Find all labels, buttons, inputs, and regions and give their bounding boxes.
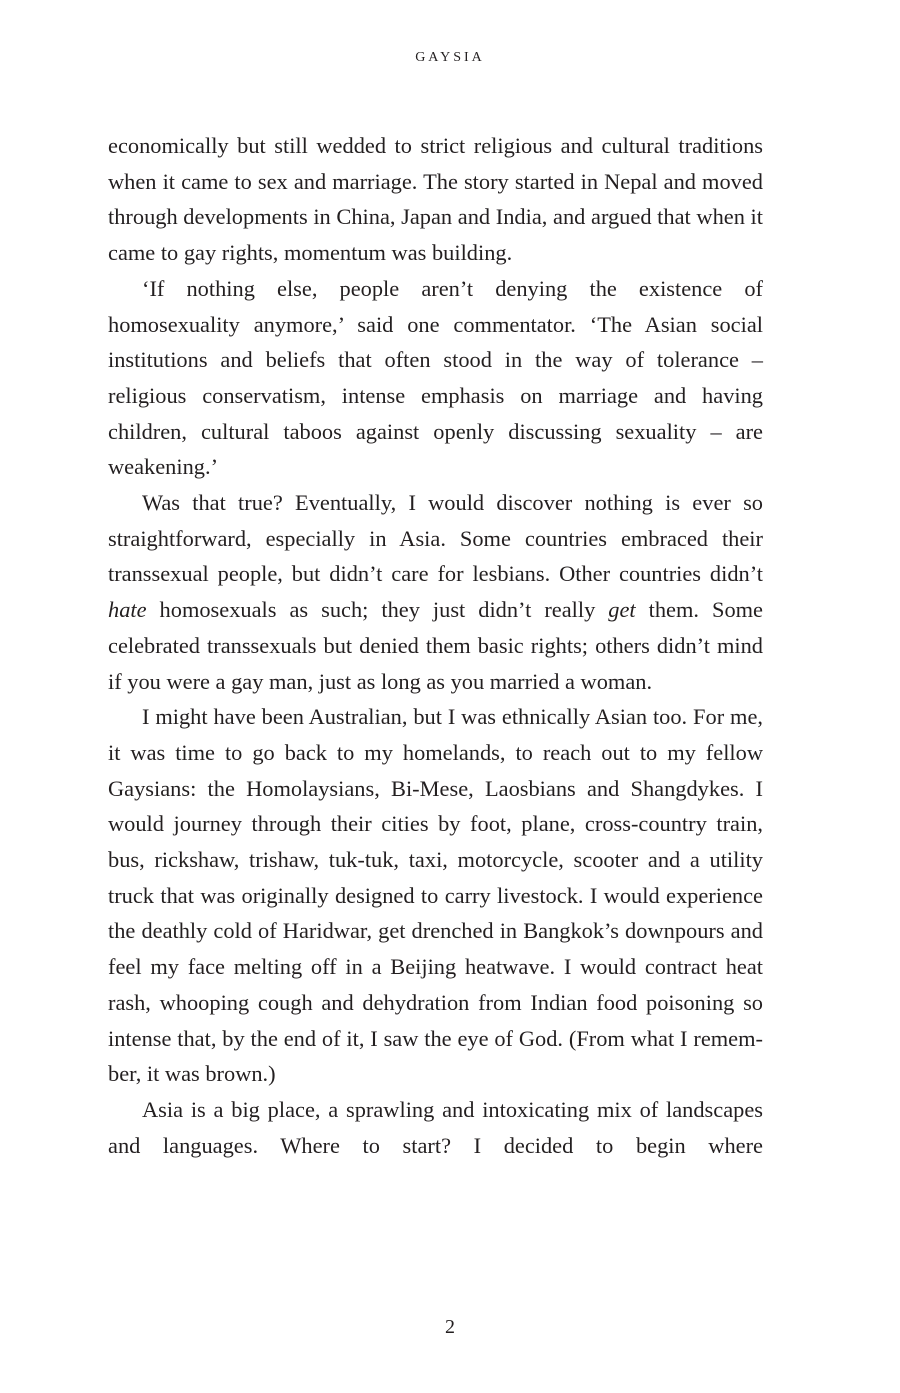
emphasis-hate: hate [108,597,147,623]
paragraph-3-part-2: homosexuals as such; they just didn’t really [146,597,609,623]
paragraph-1: economically but still wedded to strict religious and cultural traditions when it came to sex and marriage. The story started in Nepal and moved through developments in China, Japan and India, and argued that when it came to gay rights, momentum was building. [108,133,763,266]
paragraph-5: Asia is a big place, a sprawling and intoxicating mix of landscapes and languages. Where to start? I decided to begin where [108,1096,763,1158]
paragraph-3-part-1: Was that true? Eventually, I would discover nothing is ever so straightforward, especially in Asia. Some countries embraced their transsexual people, but didn’t care for lesbians. Other countries didn’t [108,490,763,587]
emphasis-get: get [608,597,636,623]
body-text [108,128,763,1163]
page-number: 2 [445,1316,455,1338]
paragraph-3-part-3: them. Some celebrated transsexuals but denied them basic rights; others didn’t mind if you were a gay man, just as long as you married a woman. [108,597,763,694]
paragraph-4: I might have been Australian, but I was ethnically Asian too. For me, it was time to go back to my homelands, to reach out to my fellow Gaysians: the Homolaysians, Bi-Mese, Laosbians and Shangdykes. I would journey through their cities by foot, plane, cross-country train, bus, rickshaw, trishaw, tuk-tuk, taxi, motorcycle, scooter and a utility truck that was originally designed to carry livestock. I would experience the deathly cold of Haridwar, get drenched in Bangkok’s downpours and feel my face melting off in a Beijing heatwave. I would contract heat rash, whooping cough and dehydration from Indian food poisoning so intense that, by the end of it, I saw the eye of God. (From what I remember, it was brown.) [108,704,763,1087]
running-head: GAYSIA [415,50,485,65]
paragraph-2: ‘If nothing else, people aren’t denying the existence of homosexuality anymore,’ said one commentator. ‘The Asian social institutions and beliefs that often stood in the way of tolerance – religious conservatism, intense emphasis on marriage and having children, cultural taboos against openly discussing sexuality – are weakening.’ [108,275,763,480]
paragraph-3 [108,485,763,699]
